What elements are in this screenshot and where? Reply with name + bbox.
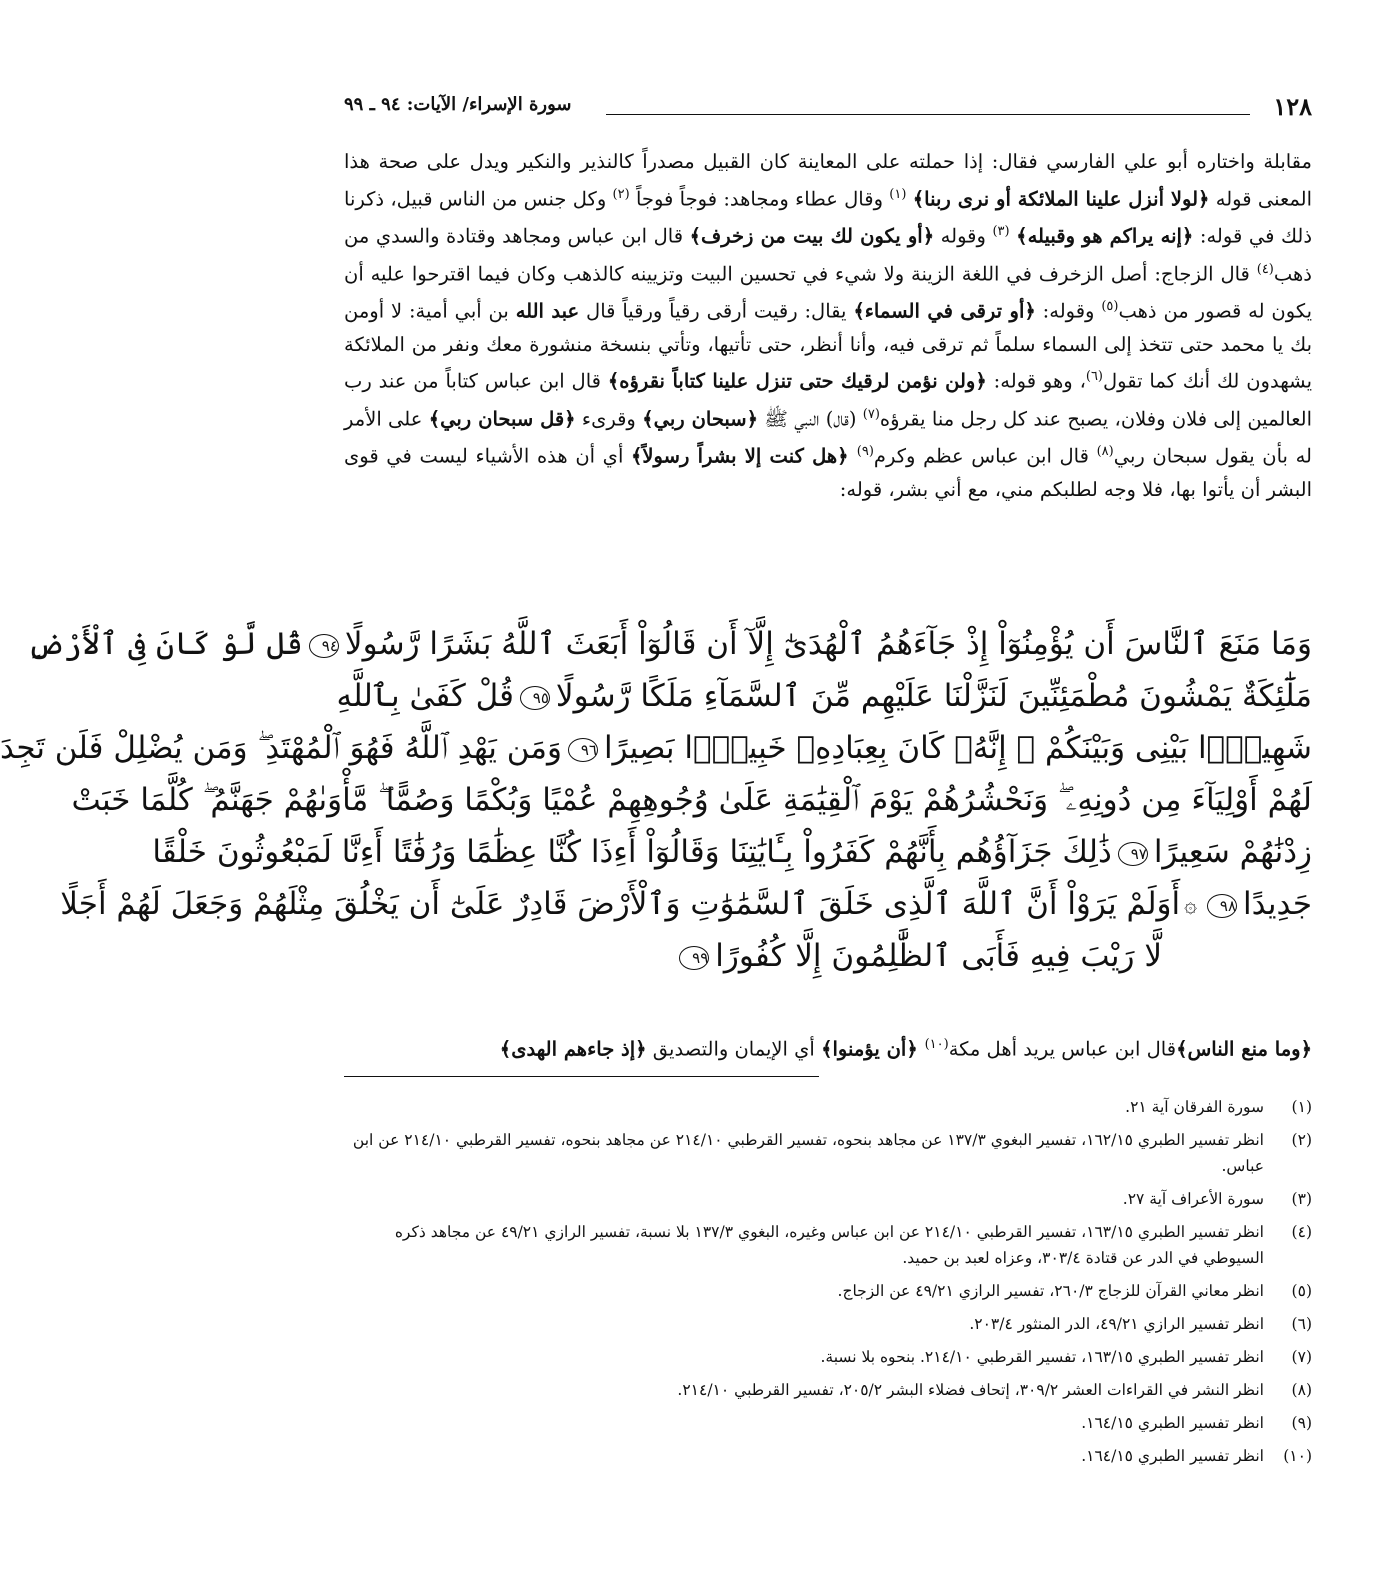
- text-run: على الأمر له بأن يقول سبحان ربي: [344, 407, 1312, 468]
- footnote-item: [344, 1278, 1312, 1304]
- footnote-ref[interactable]: (١): [889, 186, 907, 202]
- verse-number-marker: ٩٩: [679, 946, 709, 970]
- verse-text: قُل لَّوْ كَانَ فِى ٱلْأَرْضِ: [27, 626, 303, 662]
- footnote-text: انظر معاني القرآن للزجاج ٢٦٠/٣، تفسير الرازي ٤٩/٢١ عن الزجاج.: [837, 1282, 1264, 1300]
- quran-quote: ﴿أن يؤمنوا﴾: [821, 1037, 925, 1061]
- verse-line: [71, 774, 1312, 826]
- verse-text: لَهُمْ أَوْلِيَآءَ مِن دُونِهِۦ ۖ وَنَحْشُرُهُمْ يَوْمَ ٱلْقِيَٰمَةِ عَلَىٰ وُجُوهِهِمْ عُمْيًا وَبُكْمًا وَصُمًّا ۖ مَّأْوَىٰهُمْ جَهَنَّمُ ۖ كُلَّمَا خَبَتْ: [71, 782, 1312, 818]
- footnote-number: (٤): [1291, 1223, 1312, 1241]
- verse-text: قُلْ كَفَىٰ بِٱللَّهِ: [336, 678, 514, 714]
- footnote-text: انظر تفسير الرازي ٤٩/٢١، الدر المنثور ٢٠٣/٤.: [969, 1315, 1264, 1333]
- text-run: قال ابن عباس عظم وكرم: [873, 444, 1097, 468]
- verse-text: لَّا رَيْبَ فِيهِ فَأَبَى ٱلظَّٰلِمُونَ إِلَّا كُفُورًا: [715, 938, 1162, 974]
- quran-quote: ﴿أو ترقى في السماء﴾: [853, 299, 1036, 323]
- footnote-text: سورة الفرقان آية ٢١.: [1125, 1098, 1264, 1116]
- person-name: عبد الله: [515, 299, 580, 323]
- text-run: أي الإيمان والتصديق: [646, 1037, 822, 1061]
- footnote-number: (٣): [1291, 1190, 1312, 1208]
- verse-text: ذَٰلِكَ جَزَآؤُهُم بِأَنَّهُمْ كَفَرُواْ بِـَٔايَٰتِنَا وَقَالُوٓاْ أَءِذَا كُنَّا عِظَٰمًا وَرُفَٰتًا أَءِنَّا لَمَبْعُوثُونَ خَلْقًا: [152, 834, 1112, 870]
- verse-number-marker: ٩٨: [1207, 894, 1237, 918]
- text-run: قال ابن عباس ومجاهد وقتادة والسدي من ذهب: [344, 224, 1312, 286]
- main-text: [344, 146, 1312, 507]
- footnote-number: (١): [1291, 1098, 1312, 1116]
- footnote-ref[interactable]: (٨): [1096, 444, 1114, 460]
- footnote-ref[interactable]: (٥): [1101, 299, 1119, 315]
- verse-line: [152, 826, 1312, 878]
- commentary-paragraph: [344, 146, 1312, 507]
- footnote-number: (٢): [1291, 1131, 1312, 1149]
- verse-number-marker: ٩٥: [520, 686, 550, 710]
- quran-quote: ﴿إنه يراكم هو وقبيله﴾: [1016, 224, 1194, 248]
- quran-quote: ﴿ولن نؤمن لرقيك حتى تنزل علينا كتاباً نقرؤه﴾: [607, 369, 987, 393]
- footnote-ref[interactable]: (٤): [1256, 261, 1274, 277]
- footnote-item: [344, 1094, 1312, 1120]
- footnote-item: [344, 1377, 1312, 1403]
- verse-text: مَلَٰٓئِكَةٌ يَمْشُونَ مُطْمَئِنِّينَ لَنَزَّلْنَا عَلَيْهِم مِّنَ ٱلسَّمَآءِ مَلَكًا رَّسُولًا: [555, 678, 1312, 714]
- footnote-text: انظر تفسير الطبري ١٦٢/١٥، تفسير البغوي ١٣٧/٣ عن مجاهد بنحوه، تفسير القرطبي ٢١٤/١٠ عن مجاهد بنحوه، تفسير القرطبي ٢١٤/١٠ عن ابن عباس.: [352, 1131, 1264, 1175]
- footnotes-list: [344, 1094, 1312, 1476]
- footnote-item: [344, 1410, 1312, 1436]
- footnote-separator: [344, 1076, 819, 1077]
- footnote-number: (٨): [1291, 1381, 1312, 1399]
- verse-line: [60, 878, 1312, 930]
- page-header: [344, 92, 1312, 120]
- text-run: أي أن هذه الأشياء ليست في قوى البشر أن يأتوا بها، فلا وجه لطلبكم مني، مع أني بشر، قوله:: [344, 444, 1312, 501]
- quran-quote: ﴿لولا أنزل علينا الملائكة أو نرى ربنا﴾: [912, 187, 1210, 211]
- verse-number-marker: ٩٦: [568, 738, 598, 762]
- quran-quote: ﴿إذ جاءهم الهدى﴾: [499, 1037, 647, 1061]
- footnote-item: [344, 1219, 1312, 1271]
- text-run: وقوله: [934, 224, 993, 248]
- verse-text: وَمَا مَنَعَ ٱلنَّاسَ أَن يُؤْمِنُوٓاْ إِذْ جَآءَهُمُ ٱلْهُدَىٰٓ إِلَّآ أَن قَالُوٓاْ أَبَعَثَ ٱللَّهُ بَشَرًا رَّسُولًا: [344, 626, 1312, 662]
- verse-line: [27, 618, 1312, 670]
- quran-quote: ﴿أو يكون لك بيت من زخرف﴾: [689, 224, 935, 248]
- verse-text: أَوَلَمْ يَرَوْاْ أَنَّ ٱللَّهَ ٱلَّذِى خَلَقَ ٱلسَّمَٰوَٰتِ وَٱلْأَرْضَ قَادِرٌ عَلَىٰٓ أَن يَخْلُقَ مِثْلَهُمْ وَجَعَلَ لَهُمْ أَجَلًا: [60, 886, 1181, 922]
- footnote-item: [344, 1311, 1312, 1337]
- text-run: يقال: رقيت أرقى رقياً ورقياً قال: [579, 299, 854, 323]
- footnote-ref[interactable]: (٩): [856, 444, 874, 460]
- text-run: وقال عطاء ومجاهد: فوجاً فوجاً: [629, 187, 890, 211]
- verse-text: جَدِيدًا: [1243, 886, 1312, 922]
- footnote-text: انظر النشر في القراءات العشر ٣٠٩/٢، إتحاف فضلاء البشر ٢٠٥/٢، تفسير القرطبي ٢١٤/١٠.: [677, 1381, 1264, 1399]
- hizb-marker-icon: ۞: [1184, 892, 1198, 918]
- footnote-ref[interactable]: (٧): [862, 406, 880, 422]
- footnote-text: انظر تفسير الطبري ١٦٣/١٥، تفسير القرطبي ٢١٤/١٠ عن ابن عباس وغيره، البغوي ١٣٧/٣ بلا نسبة، تفسير الرازي ٤٩/٢١ عن مجاهد ذكره السيوطي في الدر عن قتادة ٣٠٣/٤، وعزاه لعبد بن حميد.: [394, 1223, 1264, 1267]
- footnote-number: (١٠): [1283, 1447, 1312, 1465]
- footnote-ref[interactable]: (٦): [1085, 369, 1103, 385]
- verse-text: وَمَن يَهْدِ ٱللَّهُ فَهُوَ ٱلْمُهْتَدِ ۖ وَمَن يُضْلِلْ فَلَن تَجِدَ: [0, 730, 562, 766]
- text-run: وقرىء: [575, 407, 643, 431]
- footnote-text: انظر تفسير الطبري ١٦٣/١٥، تفسير القرطبي ٢١٤/١٠. بنحوه بلا نسبة.: [820, 1348, 1264, 1366]
- header-rule: [606, 114, 1250, 115]
- verse-number-marker: ٩٧: [1118, 842, 1148, 866]
- page-number: ١٢٨: [1273, 92, 1312, 121]
- text-run: مقابلة واختاره أبو علي الفارسي فقال: إذا حملته على المعاينة كان القبيل مصدراً كالنذير والنكير ويدل على صحة هذا المعنى قوله: [344, 150, 1313, 211]
- quran-quote: ﴿قل سبحان ربي﴾: [428, 407, 576, 431]
- footnote-text: انظر تفسير الطبري ١٦٤/١٥.: [1081, 1447, 1264, 1465]
- verse-text: شَهِيدًۢا بَيْنِى وَبَيْنَكُمْ ۚ إِنَّهُۥ كَانَ بِعِبَادِهِۦ خَبِيرًۢا بَصِيرًا: [603, 730, 1312, 766]
- footnote-ref[interactable]: (١٠): [924, 1037, 949, 1052]
- running-title: سورة الإسراء/ الآيات: ٩٤ ـ ٩٩: [344, 94, 572, 115]
- quran-quote: ﴿وما منع الناس﴾: [1176, 1037, 1312, 1061]
- footnote-ref[interactable]: (٣): [992, 224, 1010, 240]
- footnote-number: (٥): [1291, 1282, 1312, 1300]
- quran-quote: ﴿هل كنت إلا بشراً رسولاً﴾: [631, 444, 857, 468]
- quran-verses-block: [0, 618, 1312, 982]
- verse-number-marker: ٩٤: [309, 634, 339, 658]
- text-run: (قال) النبي ﷺ: [758, 407, 863, 431]
- text-run: وقوله:: [1035, 299, 1102, 323]
- footnote-item: [344, 1127, 1312, 1179]
- text-run: بن أبي أمية: لا أومن بك يا محمد حتى تتخذ إلى السماء سلماً ثم ترقى فيه، وأنا أنظر، حتى تأتيها، وتأتي بنسخة منشورة معك ونفر من الملائكة يشهدون لك أنك كما تقول: [344, 299, 1313, 393]
- verse-line: [336, 670, 1312, 722]
- footnote-number: (٦): [1291, 1315, 1312, 1333]
- footnote-item: [344, 1186, 1312, 1212]
- footnote-ref[interactable]: (٢): [612, 186, 630, 202]
- text-run: قال ابن عباس يريد أهل مكة: [948, 1037, 1177, 1061]
- footnote-number: (٧): [1291, 1348, 1312, 1366]
- verse-line: [344, 930, 1312, 982]
- footnote-item: [344, 1443, 1312, 1469]
- text-run: وكل جنس من الناس قبيل، ذكرنا ذلك في قوله:: [344, 187, 1313, 248]
- quran-quote: ﴿سبحان ربي﴾: [642, 407, 759, 431]
- verse-line: [0, 722, 1312, 774]
- footnote-item: [344, 1344, 1312, 1370]
- footnote-text: سورة الأعراف آية ٢٧.: [1122, 1190, 1264, 1208]
- text-run: قال الزجاج: أصل الزخرف في اللغة الزينة ولا شيء في تحسين البيت وتزيينه كالذهب وكان فيما اقترحوا عليه أن يكون له قصور من ذهب: [344, 262, 1313, 323]
- text-run: ، وهو قوله:: [986, 369, 1086, 393]
- footnote-number: (٩): [1291, 1414, 1312, 1432]
- commentary-continuation: [344, 1030, 1312, 1065]
- footnote-text: انظر تفسير الطبري ١٦٤/١٥.: [1081, 1414, 1264, 1432]
- verse-text: زِدْنَٰهُمْ سَعِيرًا: [1153, 834, 1312, 870]
- text-run: قال ابن عباس كتاباً من عند رب العالمين إلى فلان وفلان، يصبح عند كل رجل منا يقرؤه: [344, 369, 1312, 431]
